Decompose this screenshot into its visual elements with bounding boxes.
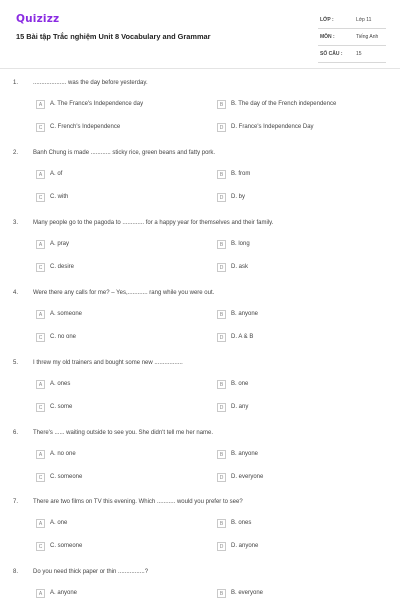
option-text: B. ones (231, 520, 252, 526)
option-letter-box[interactable]: C (36, 333, 45, 342)
meta-label: MÔN : (320, 34, 335, 40)
option-letter-box[interactable]: A (36, 310, 45, 319)
option-text: D. ask (231, 264, 249, 270)
question-text: There are two films on TV this evening. Which ........... would you prefer to see? (33, 499, 243, 505)
option-letter-box[interactable]: A (36, 240, 45, 249)
option-text: D. any (231, 404, 249, 410)
option-text: B. everyone (231, 590, 264, 596)
option-text: C. someone (50, 474, 83, 480)
worksheet-meta (318, 14, 386, 63)
option-letter-box[interactable]: C (36, 403, 45, 412)
option-letter-box[interactable]: B (217, 240, 226, 249)
option-text: A. The France's Independence day (50, 101, 144, 107)
option-letter-box[interactable]: C (36, 123, 45, 132)
option-letter-box[interactable]: D (217, 263, 226, 272)
option-text: D. by (231, 194, 246, 200)
option-text: A. one (50, 520, 68, 526)
option-letter-box[interactable]: A (36, 100, 45, 109)
option-letter-box[interactable]: B (217, 519, 226, 528)
option-text: C. some (50, 404, 73, 410)
option-letter-box[interactable]: B (217, 100, 226, 109)
option-letter-box[interactable]: D (217, 123, 226, 132)
option-text: A. ones (50, 381, 71, 387)
option-text: C. with (50, 194, 69, 200)
question-8 (0, 569, 400, 600)
worksheet-header (0, 0, 400, 64)
option-letter-box[interactable]: B (217, 310, 226, 319)
meta-value: Tiếng Anh (356, 34, 379, 40)
option-text: D. A & B (231, 334, 254, 340)
option-letter-box[interactable]: C (36, 542, 45, 551)
header-divider (0, 68, 400, 69)
question-number: 4. (13, 290, 19, 296)
option-text: A. no one (50, 451, 76, 457)
option-letter-box[interactable]: A (36, 170, 45, 179)
option-text: B. anyone (231, 311, 259, 317)
option-letter-box[interactable]: A (36, 450, 45, 459)
option-letter-box[interactable]: D (217, 333, 226, 342)
option-text: B. one (231, 381, 249, 387)
option-text: B. long (231, 241, 250, 247)
option-letter-box[interactable]: B (217, 450, 226, 459)
option-letter-box[interactable]: A (36, 519, 45, 528)
option-letter-box[interactable]: D (217, 473, 226, 482)
meta-row-subject (318, 31, 386, 46)
question-1 (0, 80, 400, 150)
question-number: 1. (13, 80, 19, 86)
question-number: 3. (13, 220, 19, 226)
question-text: Do you need thick paper or thin ................? (33, 569, 149, 575)
option-text: D. everyone (231, 474, 264, 480)
quizizz-logo[interactable]: Quizizz (16, 13, 60, 25)
worksheet-title: 15 Bài tập Trắc nghiệm Unit 8 Vocabulary and Grammar (16, 32, 211, 41)
option-text: A. someone (50, 311, 83, 317)
meta-value: 15 (356, 51, 362, 57)
question-text: Many people go to the pagoda to ............. for a happy year for themselves and their family. (33, 220, 274, 226)
option-letter-box[interactable]: A (36, 589, 45, 598)
option-text: A. anyone (50, 590, 78, 596)
question-number: 2. (13, 150, 19, 156)
question-6 (0, 430, 400, 500)
option-letter-box[interactable]: D (217, 542, 226, 551)
meta-row-question-count (318, 48, 386, 63)
question-4 (0, 290, 400, 360)
option-text: B. from (231, 171, 251, 177)
option-text: C. desire (50, 264, 75, 270)
option-letter-box[interactable]: C (36, 263, 45, 272)
meta-label: LỚP : (320, 17, 334, 23)
question-text: .................... was the day before yesterday. (33, 80, 148, 86)
question-number: 6. (13, 430, 19, 436)
question-text: There's ...... waiting outside to see you. She didn't tell me her name. (33, 430, 214, 436)
option-text: A. pray (50, 241, 70, 247)
option-text: C. someone (50, 543, 83, 549)
question-text: Banh Chung is made ............ sticky rice, green beans and fatty pork. (33, 150, 216, 156)
question-3 (0, 220, 400, 290)
question-text: I threw my old trainers and bought some new ................. (33, 360, 183, 366)
option-letter-box[interactable]: C (36, 193, 45, 202)
option-text: C. no one (50, 334, 77, 340)
option-text: C. French's Independence (50, 124, 121, 130)
meta-row-grade (318, 14, 386, 29)
question-number: 7. (13, 499, 19, 505)
option-text: D. France's Independence Day (231, 124, 314, 130)
option-text: D. anyone (231, 543, 259, 549)
option-letter-box[interactable]: B (217, 589, 226, 598)
option-letter-box[interactable]: B (217, 170, 226, 179)
question-number: 8. (13, 569, 19, 575)
option-text: A. of (50, 171, 63, 177)
option-text: B. The day of the French independence (231, 101, 337, 107)
meta-label: SỐ CÂU : (320, 51, 343, 57)
option-letter-box[interactable]: D (217, 403, 226, 412)
question-number: 5. (13, 360, 19, 366)
question-5 (0, 360, 400, 430)
question-text: Were there any calls for me? – Yes,............ rang while you were out. (33, 290, 215, 296)
option-letter-box[interactable]: B (217, 380, 226, 389)
option-letter-box[interactable]: C (36, 473, 45, 482)
question-2 (0, 150, 400, 220)
question-7 (0, 499, 400, 569)
option-text: B. anyone (231, 451, 259, 457)
option-letter-box[interactable]: A (36, 380, 45, 389)
meta-value: Lớp 11 (356, 17, 372, 23)
option-letter-box[interactable]: D (217, 193, 226, 202)
